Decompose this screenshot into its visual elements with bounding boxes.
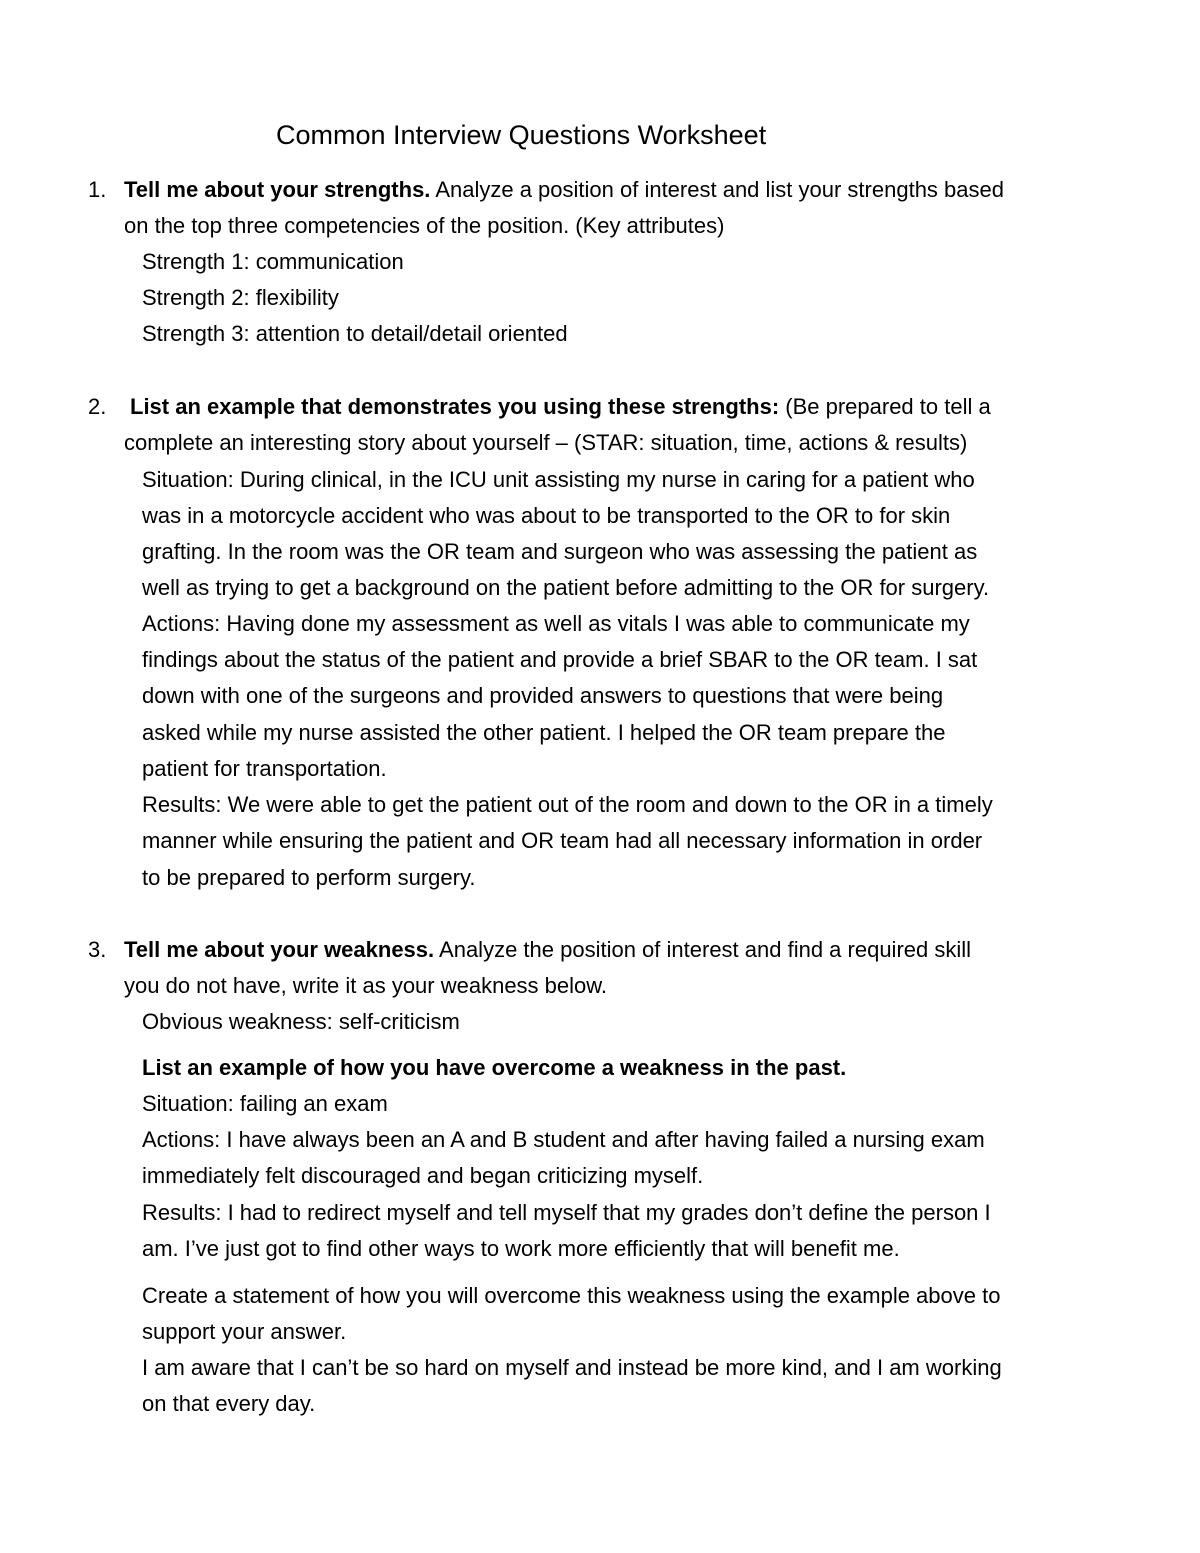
question-2-line-1	[130, 392, 991, 422]
question-1-number: 1.	[88, 177, 107, 202]
question-2-bold: List an example that demonstrates you using these strengths:	[130, 394, 780, 419]
weakness-actions-line-1: Actions: I have always been an A and B student and after having failed a nursing exam	[142, 1127, 985, 1152]
question-3-number: 3.	[88, 937, 107, 962]
question-2-line-2: complete an interesting story about yourself – (STAR: situation, time, actions & results)	[124, 430, 968, 455]
answer-line: to be prepared to perform surgery.	[142, 865, 476, 890]
question-3-line-1	[124, 935, 971, 965]
answer-line: patient for transportation.	[142, 756, 387, 781]
weakness-results-line-2: am. I’ve just got to find other ways to work more efficiently that will benefit me.	[142, 1236, 900, 1261]
weakness-actions-line-2: immediately felt discouraged and began criticizing myself.	[142, 1163, 704, 1188]
answer-line: Situation: During clinical, in the ICU unit assisting my nurse in caring for a patient who	[142, 467, 975, 492]
weakness-results-line-1: Results: I had to redirect myself and tell myself that my grades don’t define the person I	[142, 1200, 991, 1225]
question-3-line-2: you do not have, write it as your weakness below.	[124, 973, 608, 998]
page-title: Common Interview Questions Worksheet	[276, 120, 767, 150]
statement-prompt-line-1: Create a statement of how you will overcome this weakness using the example above to	[142, 1283, 1001, 1308]
question-1-line-1	[124, 175, 1004, 205]
obvious-weakness: Obvious weakness: self-criticism	[142, 1009, 460, 1034]
statement-line-2: on that every day.	[142, 1391, 316, 1416]
answer-line: Actions: Having done my assessment as well as vitals I was able to communicate my	[142, 611, 970, 636]
answer-line: Results: We were able to get the patient out of the room and down to the OR in a timely	[142, 792, 993, 817]
answer-line: manner while ensuring the patient and OR team had all necessary information in order	[142, 828, 983, 853]
answer-line: findings about the status of the patient and provide a brief SBAR to the OR team. I sat	[142, 647, 978, 672]
question-2-number: 2.	[88, 394, 107, 419]
weakness-situation: Situation: failing an exam	[142, 1091, 388, 1116]
statement-line-1: I am aware that I can’t be so hard on myself and instead be more kind, and I am working	[142, 1355, 1002, 1380]
question-1-bold: Tell me about your strengths.	[124, 177, 431, 202]
answer-line: grafting. In the room was the OR team and surgeon who was assessing the patient as	[142, 539, 978, 564]
question-2-text: (Be prepared to tell a	[779, 394, 991, 419]
statement-prompt-line-2: support your answer.	[142, 1319, 347, 1344]
question-3-text: Analyze the position of interest and find a required skill	[434, 937, 972, 962]
question-1-line-2: on the top three competencies of the position. (Key attributes)	[124, 213, 725, 238]
example-heading: List an example of how you have overcome a weakness in the past.	[142, 1055, 847, 1080]
question-1-text: Analyze a position of interest and list your strengths based	[430, 177, 1004, 202]
question-3-bold: Tell me about your weakness.	[124, 937, 435, 962]
answer-line: was in a motorcycle accident who was about to be transported to the OR to for skin	[142, 503, 951, 528]
answer-line: asked while my nurse assisted the other patient. I helped the OR team prepare the	[142, 720, 946, 745]
strength-2: Strength 2: flexibility	[142, 285, 339, 310]
strength-3: Strength 3: attention to detail/detail oriented	[142, 321, 568, 346]
answer-line: well as trying to get a background on the patient before admitting to the OR for surgery.	[142, 575, 990, 600]
answer-line: down with one of the surgeons and provided answers to questions that were being	[142, 683, 944, 708]
strength-1: Strength 1: communication	[142, 249, 404, 274]
